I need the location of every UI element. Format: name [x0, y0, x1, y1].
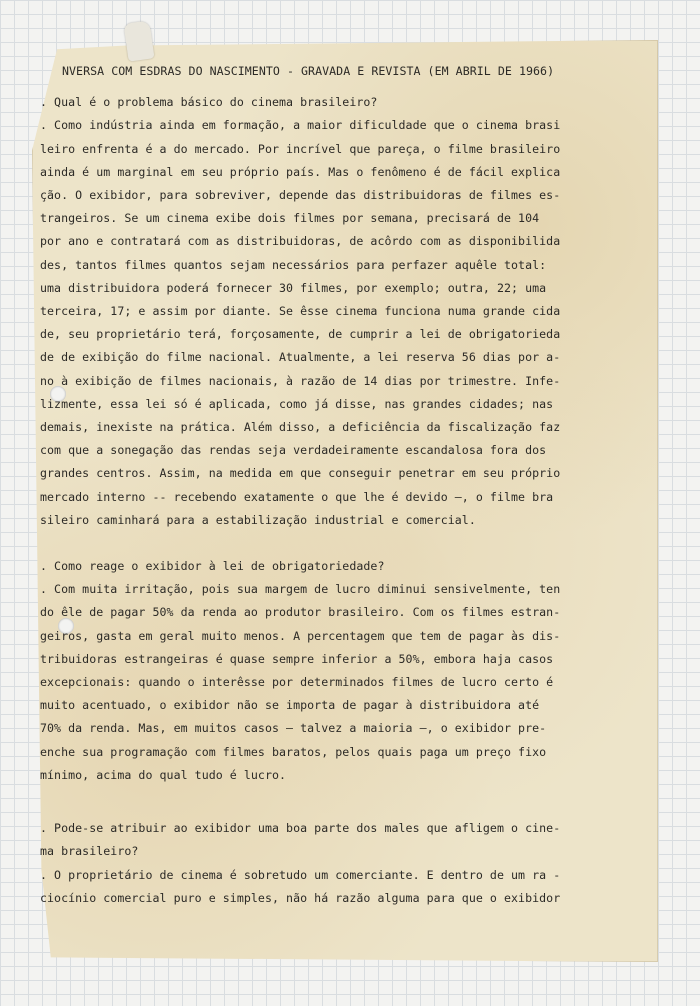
text-line: enche sua programação com filmes baratos, pelos quais paga um preço fixo	[40, 744, 547, 759]
text-line: de, seu proprietário terá, forçosamente, de cumprir a lei de obrigatorieda	[40, 327, 561, 342]
text-line: ma brasileiro?	[40, 844, 139, 859]
question	[40, 817, 650, 863]
text-line: de de exibição do filme nacional. Atualmente, a lei reserva 56 dias por a-	[40, 350, 561, 365]
document-header: NVERSA COM ESDRAS DO NASCIMENTO - GRAVADA E REVISTA (EM ABRIL DE 1966)	[62, 64, 555, 78]
question	[40, 91, 650, 114]
section-3	[40, 817, 650, 910]
section-2	[40, 555, 650, 787]
text-line: mercado interno -- recebendo exatamente o que lhe é devido —, o filme bra	[40, 489, 554, 504]
text-line: do êle de pagar 50% da renda ao produtor brasileiro. Com os filmes estran-	[40, 605, 561, 620]
text-line: leiro enfrenta é a do mercado. Por incrível que pareça, o filme brasileiro	[40, 141, 561, 156]
text-line: ainda é um marginal em seu próprio país. Mas o fenômeno é de fácil explica	[40, 164, 561, 179]
text-line: lizmente, essa lei só é aplicada, como já disse, nas grandes cidades; nas	[40, 396, 554, 411]
text-line: . Pode-se atribuir ao exibidor uma boa parte dos males que afligem o cine-	[40, 821, 561, 836]
text-line: ciocínio comercial puro e simples, não há razão alguma para que o exibidor	[40, 890, 561, 905]
text-line: demais, inexiste na prática. Além disso, a deficiência da fiscalização faz	[40, 420, 561, 435]
text-line: . O proprietário de cinema é sobretudo um comerciante. E dentro de um ra -	[40, 867, 561, 882]
text-line: tribuidoras estrangeiras é quase sempre inferior a 50%, embora haja casos	[40, 651, 554, 666]
text-line: mínimo, acima do qual tudo é lucro.	[40, 767, 287, 782]
answer	[40, 578, 650, 787]
text-line: . Como reage o exibidor à lei de obrigatoriedade?	[40, 559, 385, 574]
spacer	[40, 787, 650, 817]
text-line: uma distribuidora poderá fornecer 30 filmes, por exemplo; outra, 22; uma	[40, 280, 547, 295]
text-line: trangeiros. Se um cinema exibe dois filmes por semana, precisará de 104	[40, 211, 540, 226]
text-line: sileiro caminhará para a estabilização industrial e comercial.	[40, 512, 476, 527]
text-line: com que a sonegação das rendas seja verdadeiramente escandalosa fora dos	[40, 443, 547, 458]
text-line: 70% da renda. Mas, em muitos casos — talvez a maioria —, o exibidor pre-	[40, 721, 547, 736]
text-line: ção. O exibidor, para sobreviver, depende das distribuidoras de filmes es-	[40, 188, 561, 203]
section-1	[40, 91, 650, 532]
answer	[40, 114, 650, 532]
text-line: des, tantos filmes quantos sejam necessários para perfazer aquêle total:	[40, 257, 547, 272]
text-line: por ano e contratará com as distribuidoras, de acôrdo com as disponibilida	[40, 234, 561, 249]
text-line: no à exibição de filmes nacionais, à razão de 14 dias por trimestre. Infe-	[40, 373, 561, 388]
paper-tab	[123, 20, 154, 61]
text-line: muito acentuado, o exibidor não se importa de pagar à distribuidora até	[40, 698, 540, 713]
text-line: terceira, 17; e assim por diante. Se êsse cinema funciona numa grande cida	[40, 304, 561, 319]
typed-text	[40, 60, 650, 910]
text-line: excepcionais: quando o interêsse por determinados filmes de lucro certo é	[40, 675, 554, 690]
text-line: . Qual é o problema básico do cinema brasileiro?	[40, 95, 378, 110]
answer	[40, 864, 650, 910]
text-line: . Com muita irritação, pois sua margem de lucro diminui sensivelmente, ten	[40, 582, 561, 597]
spacer	[40, 532, 650, 555]
question	[40, 555, 650, 578]
text-line: grandes centros. Assim, na medida em que conseguir penetrar em seu próprio	[40, 466, 561, 481]
text-line: geiros, gasta em geral muito menos. A percentagem que tem de pagar às dis-	[40, 628, 561, 643]
text-line: . Como indústria ainda em formação, a maior dificuldade que o cinema brasi	[40, 118, 561, 133]
